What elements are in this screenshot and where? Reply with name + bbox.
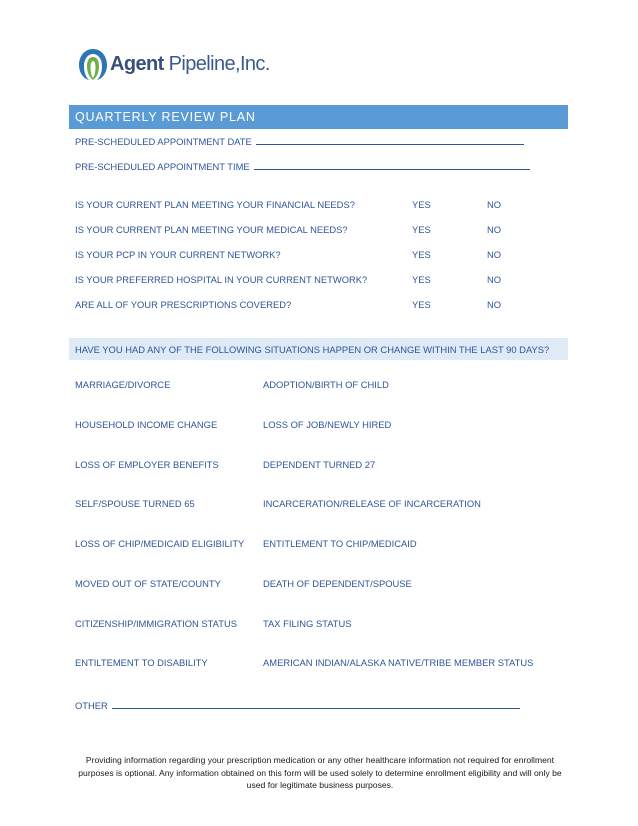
appointment-date-field[interactable]: [256, 134, 524, 145]
question-medical: IS YOUR CURRENT PLAN MEETING YOUR MEDICAL NEEDS?: [75, 224, 348, 235]
situation-item[interactable]: CITIZENSHIP/IMMIGRATION STATUS: [75, 618, 237, 629]
yes-option[interactable]: YES: [412, 224, 431, 235]
other-row: [75, 698, 520, 711]
situation-item[interactable]: INCARCERATION/RELEASE OF INCARCERATION: [263, 498, 481, 509]
no-option[interactable]: NO: [487, 224, 502, 235]
situation-item[interactable]: ENTILTEMENT TO DISABILITY: [75, 657, 208, 668]
situation-item[interactable]: AMERICAN INDIAN/ALASKA NATIVE/TRIBE MEMBER STATUS: [263, 657, 534, 668]
question-financial: IS YOUR CURRENT PLAN MEETING YOUR FINANCIAL NEEDS?: [75, 199, 355, 210]
situation-item[interactable]: LOSS OF JOB/NEWLY HIRED: [263, 419, 392, 430]
other-field[interactable]: [112, 698, 520, 709]
form-title-text: QUARTERLY REVIEW PLAN: [75, 110, 256, 124]
appointment-date-label: PRE-SCHEDULED APPOINTMENT DATE: [75, 136, 252, 147]
appointment-date-row: [75, 134, 524, 147]
appointment-time-row: [75, 159, 530, 172]
situations-heading: [69, 338, 568, 360]
situation-item[interactable]: ENTITLEMENT TO CHIP/MEDICAID: [263, 538, 417, 549]
question-hospital: IS YOUR PREFERRED HOSPITAL IN YOUR CURRENT NETWORK?: [75, 274, 368, 285]
no-option[interactable]: NO: [487, 274, 502, 285]
form-title: [69, 105, 568, 129]
situation-item[interactable]: TAX FILING STATUS: [263, 618, 352, 629]
situation-item[interactable]: DEATH OF DEPENDENT/SPOUSE: [263, 578, 412, 589]
yes-option[interactable]: YES: [412, 199, 431, 210]
situation-item[interactable]: MARRIAGE/DIVORCE: [75, 379, 171, 390]
disclaimer-footer: Providing information regarding your prescription medication or any other healthcare information not required for enrollment purposes is optional. Any information obtained on this form will be used solely to determine enrollment eligibility and will only be used for legitimate business purposes.: [78, 755, 562, 790]
yes-option[interactable]: YES: [412, 249, 431, 260]
yes-option[interactable]: YES: [412, 299, 431, 310]
no-option[interactable]: NO: [487, 199, 502, 210]
situation-item[interactable]: ADOPTION/BIRTH OF CHILD: [263, 379, 389, 390]
other-label: OTHER: [75, 700, 108, 711]
situation-item[interactable]: DEPENDENT TURNED 27: [263, 459, 376, 470]
situations-heading-text: HAVE YOU HAD ANY OF THE FOLLOWING SITUATIONS HAPPEN OR CHANGE WITHIN THE LAST 90 DAYS?: [75, 343, 550, 355]
question-pcp: IS YOUR PCP IN YOUR CURRENT NETWORK?: [75, 249, 281, 260]
appointment-time-field[interactable]: [254, 159, 530, 170]
yes-option[interactable]: YES: [412, 274, 431, 285]
question-prescriptions: ARE ALL OF YOUR PRESCRIPTIONS COVERED?: [75, 299, 292, 310]
situation-item[interactable]: SELF/SPOUSE TURNED 65: [75, 498, 195, 509]
no-option[interactable]: NO: [487, 299, 502, 310]
appointment-time-label: PRE-SCHEDULED APPOINTMENT TIME: [75, 161, 250, 172]
brand-name: Agent Pipeline,Inc.: [110, 52, 270, 75]
company-logo: [78, 47, 270, 81]
agent-pipeline-logo-icon: [78, 47, 108, 81]
situation-item[interactable]: HOUSEHOLD INCOME CHANGE: [75, 419, 218, 430]
situation-item[interactable]: MOVED OUT OF STATE/COUNTY: [75, 578, 221, 589]
situation-item[interactable]: LOSS OF EMPLOYER BENEFITS: [75, 459, 219, 470]
no-option[interactable]: NO: [487, 249, 502, 260]
situation-item[interactable]: LOSS OF CHIP/MEDICAID ELIGIBILITY: [75, 538, 245, 549]
